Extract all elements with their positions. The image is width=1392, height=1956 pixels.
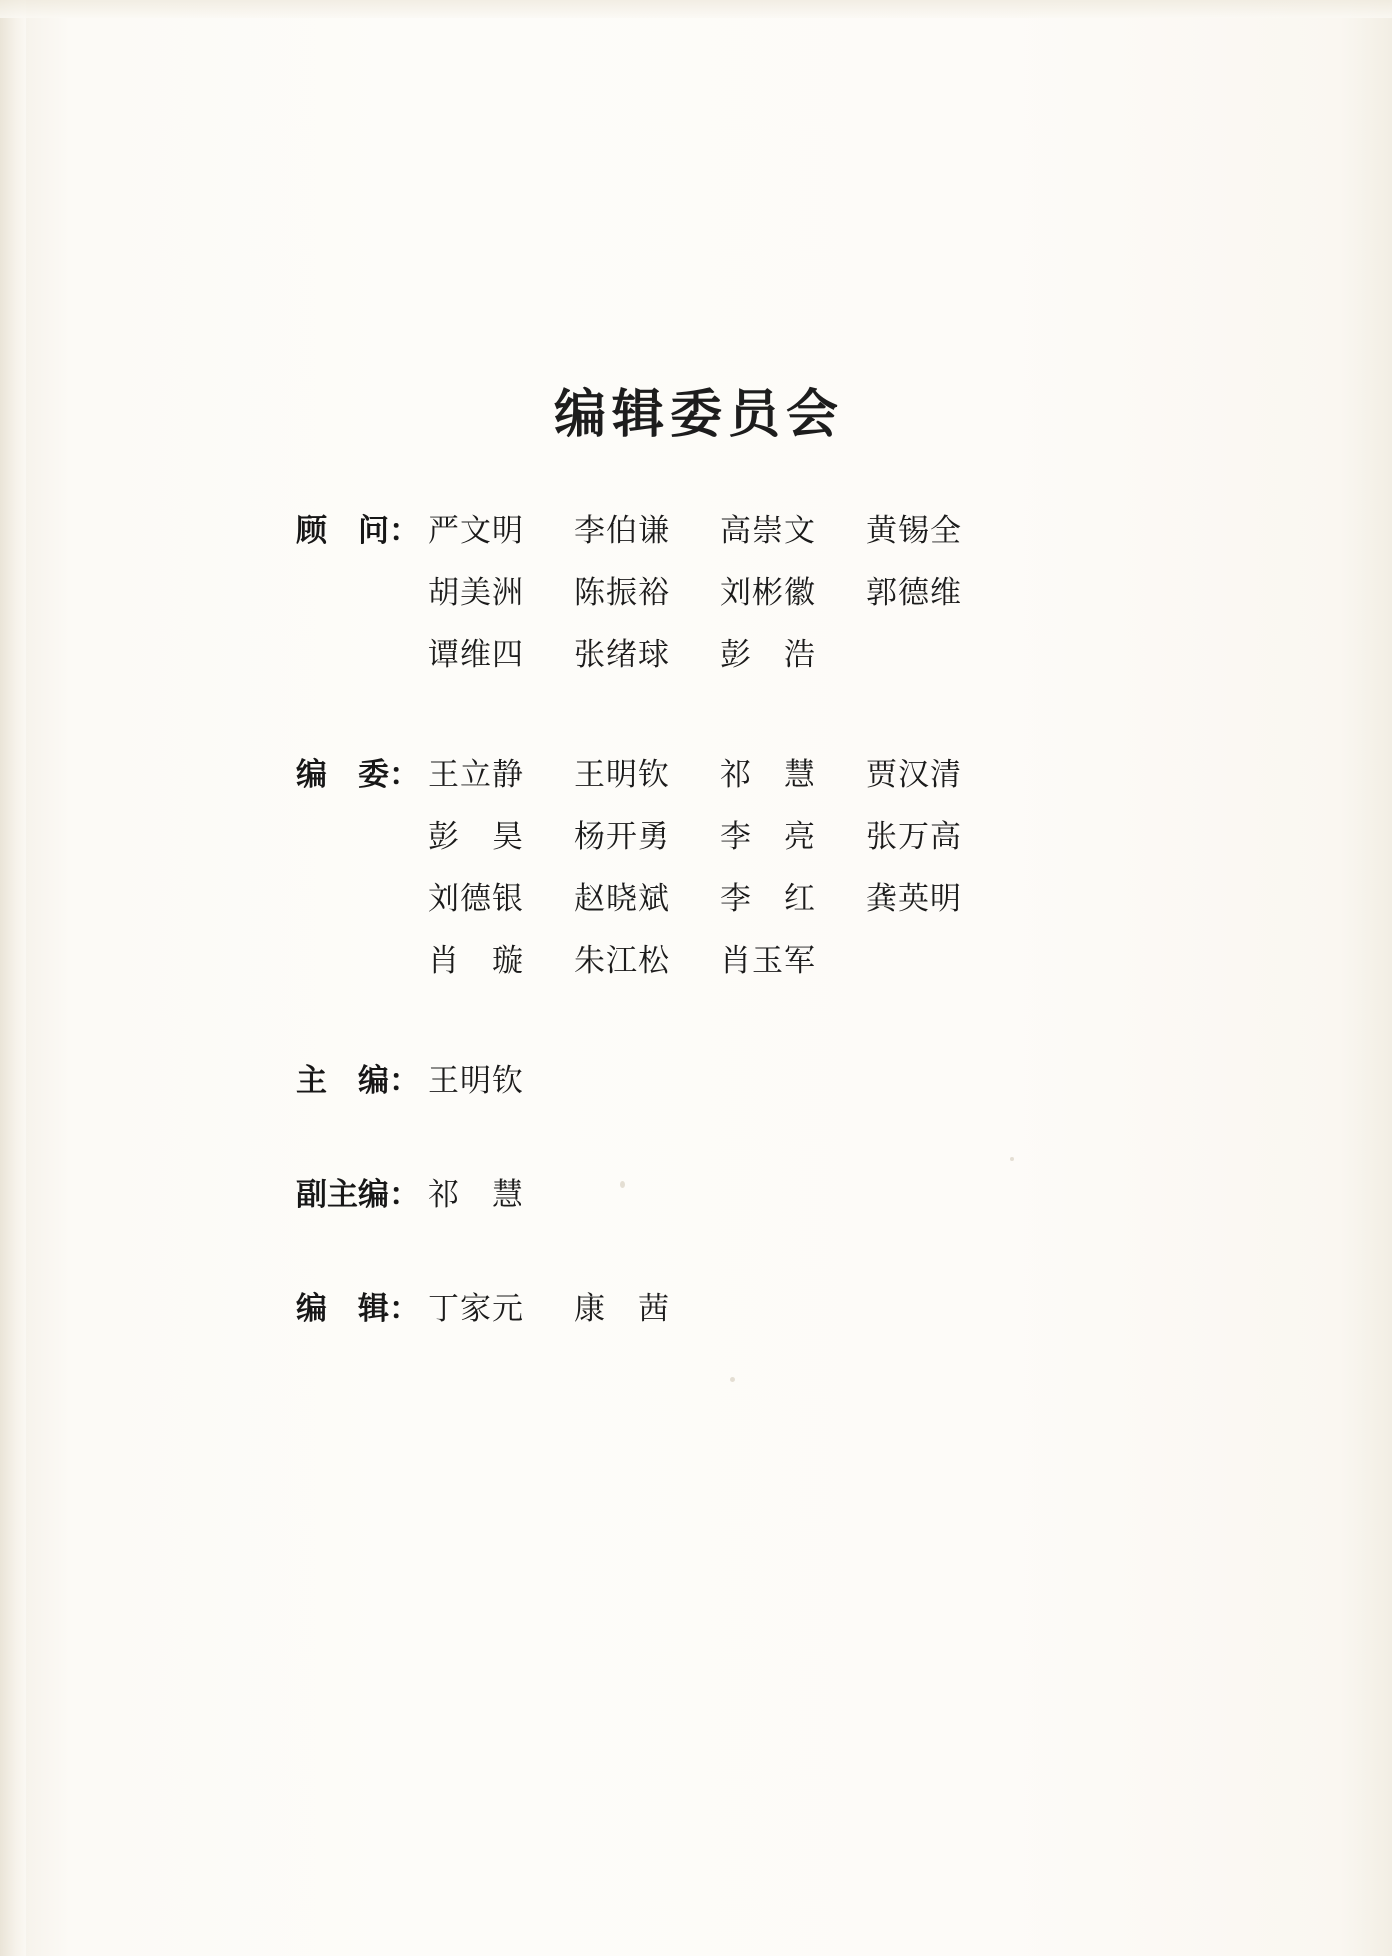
roster-row	[296, 1050, 1096, 1112]
person-name: 张绪球	[574, 637, 670, 673]
name-list	[428, 744, 1012, 806]
person-name: 肖玉军	[720, 943, 816, 979]
roster-row	[296, 744, 1096, 806]
person-name: 李 红	[720, 881, 816, 917]
roster-row	[296, 500, 1096, 562]
person-name: 郭德维	[866, 575, 962, 611]
editorial-roster	[296, 500, 1096, 1380]
section-label: 编 委：	[296, 757, 420, 793]
name-list	[428, 562, 1012, 624]
roster-row	[296, 624, 1096, 686]
name-list	[428, 1164, 574, 1226]
person-name: 赵晓斌	[574, 881, 670, 917]
name-list	[428, 1050, 574, 1112]
person-name: 丁家元	[428, 1291, 524, 1327]
person-name: 谭维四	[428, 637, 524, 673]
person-name: 康 茜	[574, 1291, 670, 1327]
person-name: 贾汉清	[866, 757, 962, 793]
person-name: 王立静	[428, 757, 524, 793]
scan-speck	[1010, 1157, 1014, 1161]
name-list	[428, 930, 866, 992]
name-list	[428, 806, 1012, 868]
person-name: 王明钦	[428, 1063, 524, 1099]
person-name: 龚英明	[866, 881, 962, 917]
section-label: 副主编：	[296, 1177, 420, 1213]
person-name: 胡美洲	[428, 575, 524, 611]
name-list	[428, 500, 1012, 562]
roster-row	[296, 1164, 1096, 1226]
person-name: 陈振裕	[574, 575, 670, 611]
roster-row	[296, 868, 1096, 930]
roster-row	[296, 1278, 1096, 1340]
roster-row	[296, 806, 1096, 868]
page-title: 编辑委员会	[553, 385, 844, 445]
person-name: 黄锡全	[866, 513, 962, 549]
person-name: 严文明	[428, 513, 524, 549]
person-name: 肖 璇	[428, 943, 524, 979]
person-name: 刘德银	[428, 881, 524, 917]
person-name: 杨开勇	[574, 819, 670, 855]
person-name: 张万高	[866, 819, 962, 855]
name-list	[428, 868, 1012, 930]
person-name: 朱江松	[574, 943, 670, 979]
section-label: 编 辑：	[296, 1291, 420, 1327]
section-editors	[296, 1278, 1096, 1340]
section-deputy-editor-in-chief	[296, 1164, 1096, 1226]
section-editor-in-chief	[296, 1050, 1096, 1112]
section-editorial-board	[296, 744, 1096, 992]
scan-speck	[730, 1377, 735, 1382]
section-label: 主 编：	[296, 1063, 420, 1099]
person-name: 李 亮	[720, 819, 816, 855]
roster-row	[296, 930, 1096, 992]
section-label: 顾 问：	[296, 513, 420, 549]
name-list	[428, 624, 866, 686]
person-name: 刘彬徽	[720, 575, 816, 611]
person-name: 彭 昊	[428, 819, 524, 855]
name-list	[428, 1278, 720, 1340]
section-advisors	[296, 500, 1096, 686]
person-name: 高崇文	[720, 513, 816, 549]
roster-row	[296, 562, 1096, 624]
person-name: 李伯谦	[574, 513, 670, 549]
scan-speck	[620, 1181, 625, 1188]
person-name: 王明钦	[574, 757, 670, 793]
person-name: 祁 慧	[428, 1177, 524, 1213]
person-name: 彭 浩	[720, 637, 816, 673]
person-name: 祁 慧	[720, 757, 816, 793]
